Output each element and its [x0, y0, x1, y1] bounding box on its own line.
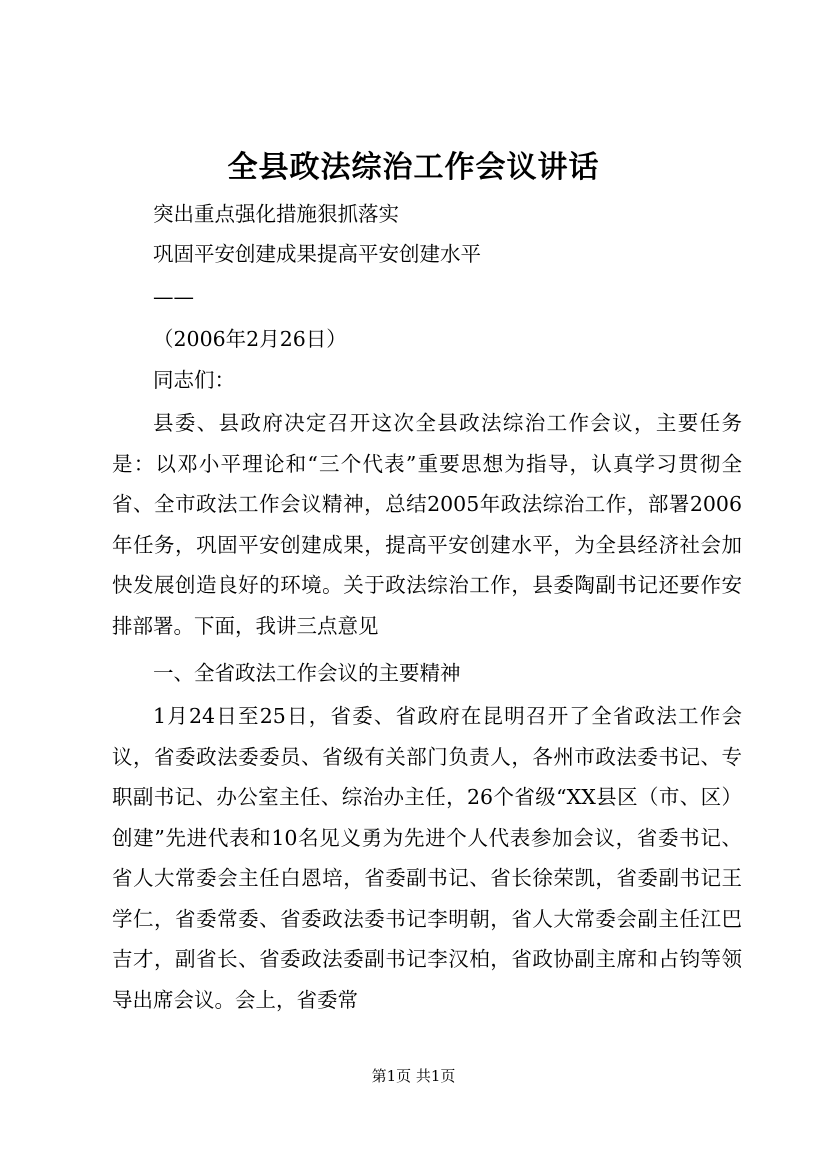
- document-title: 全县政法综治工作会议讲话: [227, 150, 600, 185]
- page-footer: 第1页 共1页: [371, 1067, 456, 1085]
- subtitle-2: 巩固平安创建成果提高平安创建水平: [153, 242, 481, 266]
- subtitle-1: 突出重点强化措施狠抓落实: [153, 202, 399, 226]
- section-1-heading: 一、全省政法工作会议的主要精神: [153, 661, 461, 685]
- salutation: 同志们：: [153, 368, 235, 392]
- paragraph-1: 县委、县政府决定召开这次全县政法综治工作会议，主要任务是：以邓小平理论和“三个代表”重要思想为指导，认真学习贯彻全省、全市政法工作会议精神，总结2005年政法综治工作，部署2006年任务，巩固平安创建成果，提高平安创建水平，为全县经济社会加快发展创造良好的环境。关于政法综治工作，县委陶副书记还要作安排部署。下面，我讲三点意见: [112, 411, 742, 638]
- dash-line: ——: [153, 285, 194, 309]
- paragraph-2: 1月24日至25日，省委、省政府在昆明召开了全省政法工作会议，省委政法委委员、省级有关部门负责人，各州市政法委书记、专职副书记、办公室主任、综治办主任，26个省级“XX县区（市、区）创建”先进代表和10名见义勇为先进个人代表参加会议，省委书记、省人大常委会主任白恩培，省委副书记、省长徐荣凯，省委副书记王学仁，省委常委、省委政法委书记李明朝，省人大常委会副主任江巴吉才，副省长、省委政法委副书记李汉柏，省政协副主席和占钧等领导出席会议。会上，省委常: [112, 704, 742, 1012]
- date-line: （2006年2月26日）: [153, 327, 347, 351]
